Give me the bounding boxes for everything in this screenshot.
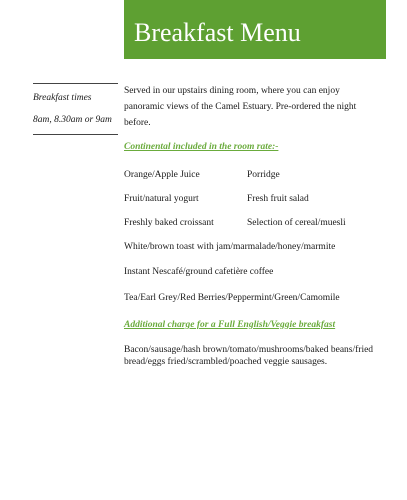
divider-bottom [33,134,118,135]
page-title: Breakfast Menu [134,18,301,47]
intro-text: Served in our upstairs dining room, where you can enjoy panoramic views of the Camel Estuary. Pre-ordered the night before. [124,86,357,128]
menu-item: Tea/Earl Grey/Red Berries/Peppermint/Green/Camomile [124,293,340,303]
sidebar [33,83,118,135]
breakfast-times-value: 8am, 8.30am or 9am [33,115,112,125]
menu-item: Instant Nescafé/ground cafetière coffee [124,267,274,277]
additional-heading: Additional charge for a Full English/Veggie breakfast [124,320,336,330]
continental-heading: Continental included in the room rate:- [124,142,279,152]
menu-item: Porridge [247,170,280,180]
menu-item: Fruit/natural yogurt [124,194,199,204]
menu-item: Orange/Apple Juice [124,170,200,180]
menu-item: Freshly baked croissant [124,218,214,228]
menu-item: Fresh fruit salad [247,194,309,204]
header-banner [124,0,386,59]
menu-item: Selection of cereal/muesli [247,218,346,228]
divider-top [33,83,118,84]
full-english-items: Bacon/sausage/hash brown/tomato/mushrooms/baked beans/fried bread/eggs fried/scrambled/poached veggie sausages. [124,345,374,367]
breakfast-times-label: Breakfast times [33,93,92,103]
menu-item: White/brown toast with jam/marmalade/honey/marmite [124,242,336,252]
